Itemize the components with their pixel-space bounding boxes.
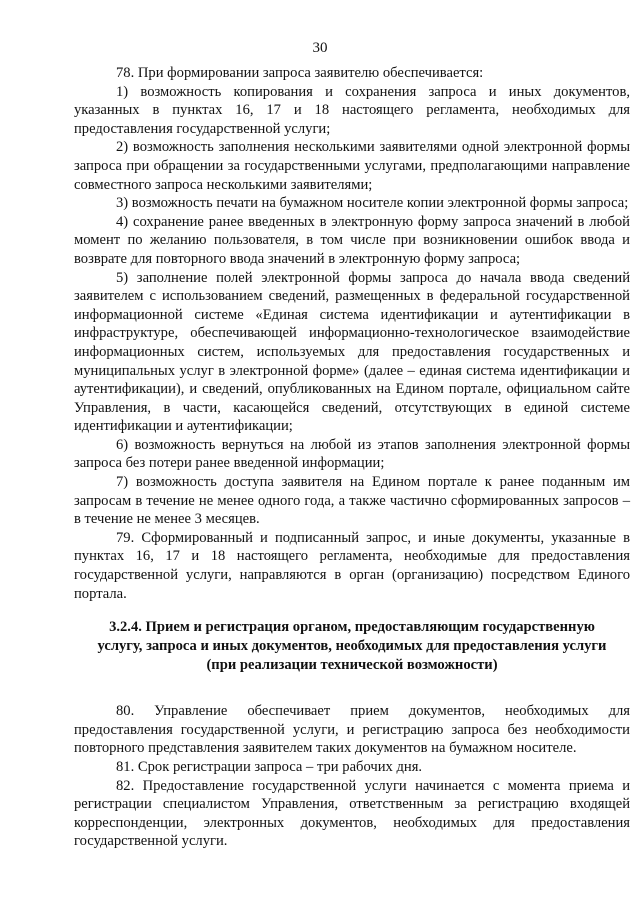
section-heading-line-1: 3.2.4. Прием и регистрация органом, предоставляющим государственную: [109, 619, 595, 636]
section-heading-line-3: (при реализации технической возможности): [206, 657, 498, 674]
paragraph-78-item-5: 5) заполнение полей электронной формы запроса до начала ввода сведений заявителем с использованием сведений, размещенных в федеральной государственной информационной системе «Единая система идентификации и аутентификации в инфраструктуре, обеспечивающей информационно-технологическое взаимодействие информационных систем, используемых для предоставления государственных и муниципальных услуг в электронной форме» (далее – единая система идентификации и аутентификации), и сведений, опубликованных на Едином портале, официальном сайте Управления, в части, касающейся сведений, отсутствующих в единой системе идентификации и аутентификации;: [74, 269, 630, 435]
paragraph-80: 80. Управление обеспечивает прием документов, необходимых для предоставления государственной услуги, и регистрацию запроса без необходимости повторного представления заявителем таких документов на бумажном носителе.: [74, 703, 630, 757]
paragraph-78-item-4: 4) сохранение ранее введенных в электронную форму запроса значений в любой момент по желанию пользователя, в том числе при возникновении ошибок ввода и возврате для повторного ввода значений в электронную форму запроса;: [74, 213, 630, 267]
paragraph-79: 79. Сформированный и подписанный запрос, и иные документы, указанные в пунктах 16, 17 и 18 настоящего регламента, необходимые для предоставления государственной услуги, направляются в орган (организацию) посредством Единого портала.: [74, 529, 630, 602]
section-heading-3-2-4: [74, 618, 630, 675]
page-number: 30: [312, 40, 328, 56]
paragraph-78-item-2: 2) возможность заполнения несколькими заявителями одной электронной формы запроса при обращении за государственными услугами, предполагающими направление совместного запроса несколькими заявителями;: [74, 139, 630, 193]
paragraph-78-item-6: 6) возможность вернуться на любой из этапов заполнения электронной формы запроса без потери ранее введенной информации;: [74, 436, 630, 472]
paragraph-82: 82. Предоставление государственной услуги начинается с момента приема и регистрации специалистом Управления, ответственным за регистрацию входящей корреспонденции, электронных документов, необходимых для предоставления государственной услуги.: [74, 777, 630, 850]
paragraph-78-item-7: 7) возможность доступа заявителя на Едином портале к ранее поданным им запросам в течение не менее одного года, а также частично сформированных запросов – в течение не менее 3 месяцев.: [74, 474, 630, 528]
document-body: [74, 64, 630, 851]
paragraph-78-item-3: 3) возможность печати на бумажном носителе копии электронной формы запроса;: [116, 195, 629, 212]
paragraph-81: 81. Срок регистрации запроса – три рабочих дня.: [116, 759, 423, 775]
section-heading-line-2: услугу, запроса и иных документов, необходимых для предоставления услуги: [97, 638, 607, 655]
paragraph-78-intro: 78. При формировании запроса заявителю обеспечивается:: [116, 65, 484, 81]
paragraph-78-item-1: 1) возможность копирования и сохранения запроса и иных документов, указанных в пунктах 16, 17 и 18 настоящего регламента, необходимых для предоставления государственной услуги;: [74, 83, 630, 137]
